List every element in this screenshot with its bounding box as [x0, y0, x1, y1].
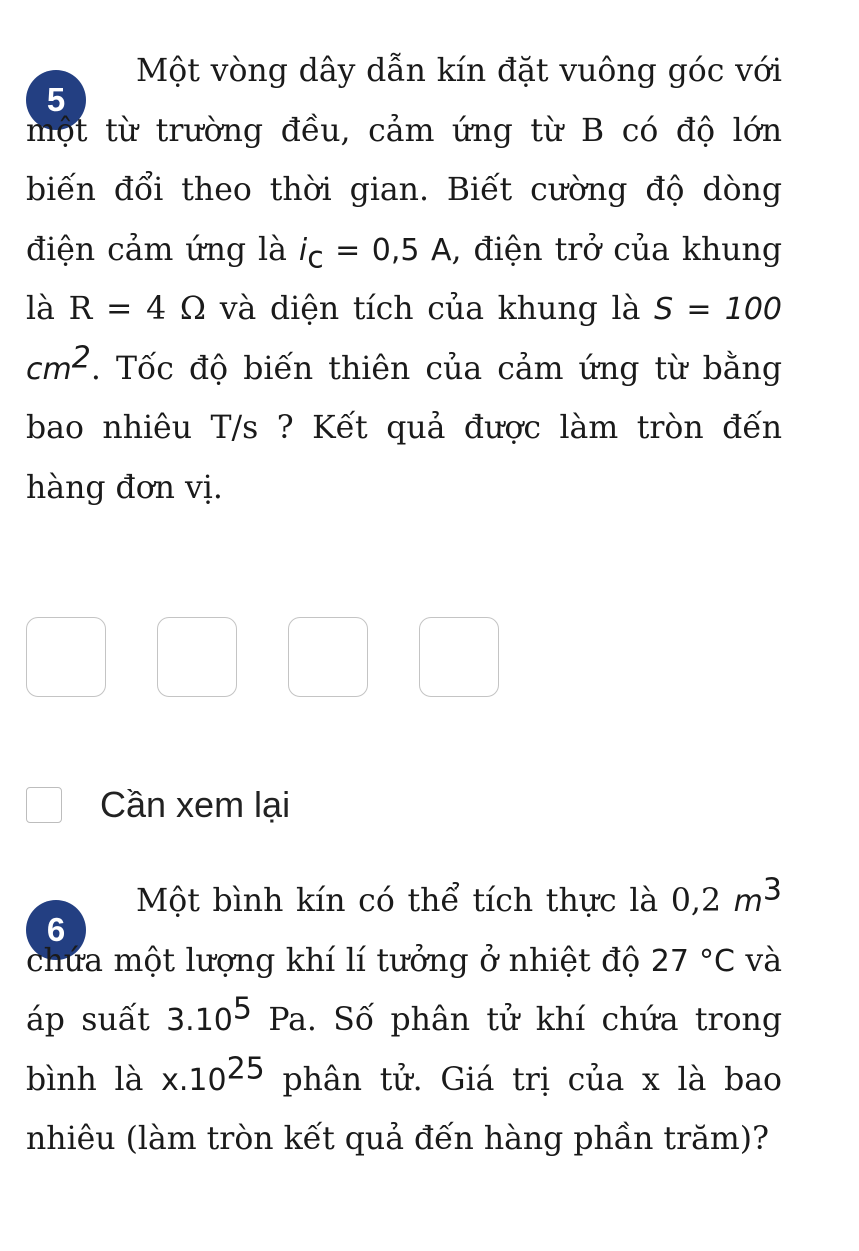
- question-number-badge: 5: [26, 70, 86, 130]
- answer-digit-box-1[interactable]: [26, 617, 106, 697]
- question-6: [0, 872, 859, 1232]
- temperature-value: 27 °C: [650, 943, 735, 979]
- answer-digit-box-4[interactable]: [419, 617, 499, 697]
- question-text-segment: . Tốc độ biến thiên của cảm ứng từ bằng bao nhiêu T/s ? Kết quả được làm tròn đến hàng đơn vị.: [26, 350, 782, 506]
- molecule-count-base: x.10: [161, 1062, 227, 1098]
- pressure-base: 3.10: [166, 1003, 233, 1038]
- question-text-segment: chứa một lượng khí lí tưởng ở nhiệt độ: [26, 942, 651, 979]
- question-text-segment: Pa. Số phân tử khí chứa trong bình là: [26, 1002, 782, 1098]
- question-5: [0, 42, 859, 522]
- question-text-segment: Một bình kín có thể tích thực là 0,2: [136, 883, 734, 919]
- question-text: [26, 42, 782, 518]
- review-checkbox[interactable]: [26, 787, 62, 823]
- area-expression: S = 100 cm: [26, 292, 783, 387]
- question-text-segment: phân tử. Giá trị của x là bao nhiêu (làm tròn kết quả đến hàng phần trăm)?: [26, 1061, 782, 1157]
- question-text-segment: , điện trở của khung là: [26, 231, 782, 327]
- question-text-segment: Một vòng dây dẫn kín đặt vuông góc với một từ trường đều, cảm ứng từ B có độ lớn biến đổi theo thời gian. Biết cường độ dòng điện cảm ứng là: [26, 53, 782, 268]
- current-value: = 0,5 A: [323, 232, 452, 268]
- review-label: Cần xem lại: [100, 784, 291, 825]
- resistance-expression: R = 4 Ω: [68, 291, 206, 327]
- volume-unit: m: [733, 884, 763, 919]
- review-flag[interactable]: [26, 780, 290, 830]
- answer-digit-box-2[interactable]: [157, 617, 237, 697]
- area-exponent: 2: [71, 340, 91, 375]
- pressure-exponent: 5: [232, 991, 252, 1027]
- question-number-badge: 6: [26, 900, 86, 960]
- molecule-count-exponent: 25: [226, 1051, 265, 1086]
- current-subscript: c: [307, 239, 324, 275]
- question-text-segment: và áp suất: [26, 942, 782, 1038]
- answer-digit-box-3[interactable]: [288, 617, 368, 697]
- question-text: [26, 872, 782, 1170]
- volume-exponent: 3: [762, 872, 782, 908]
- current-symbol: i: [298, 232, 308, 268]
- question-text-segment: và diện tích của khung là: [206, 291, 655, 327]
- answer-input-group: [26, 617, 506, 701]
